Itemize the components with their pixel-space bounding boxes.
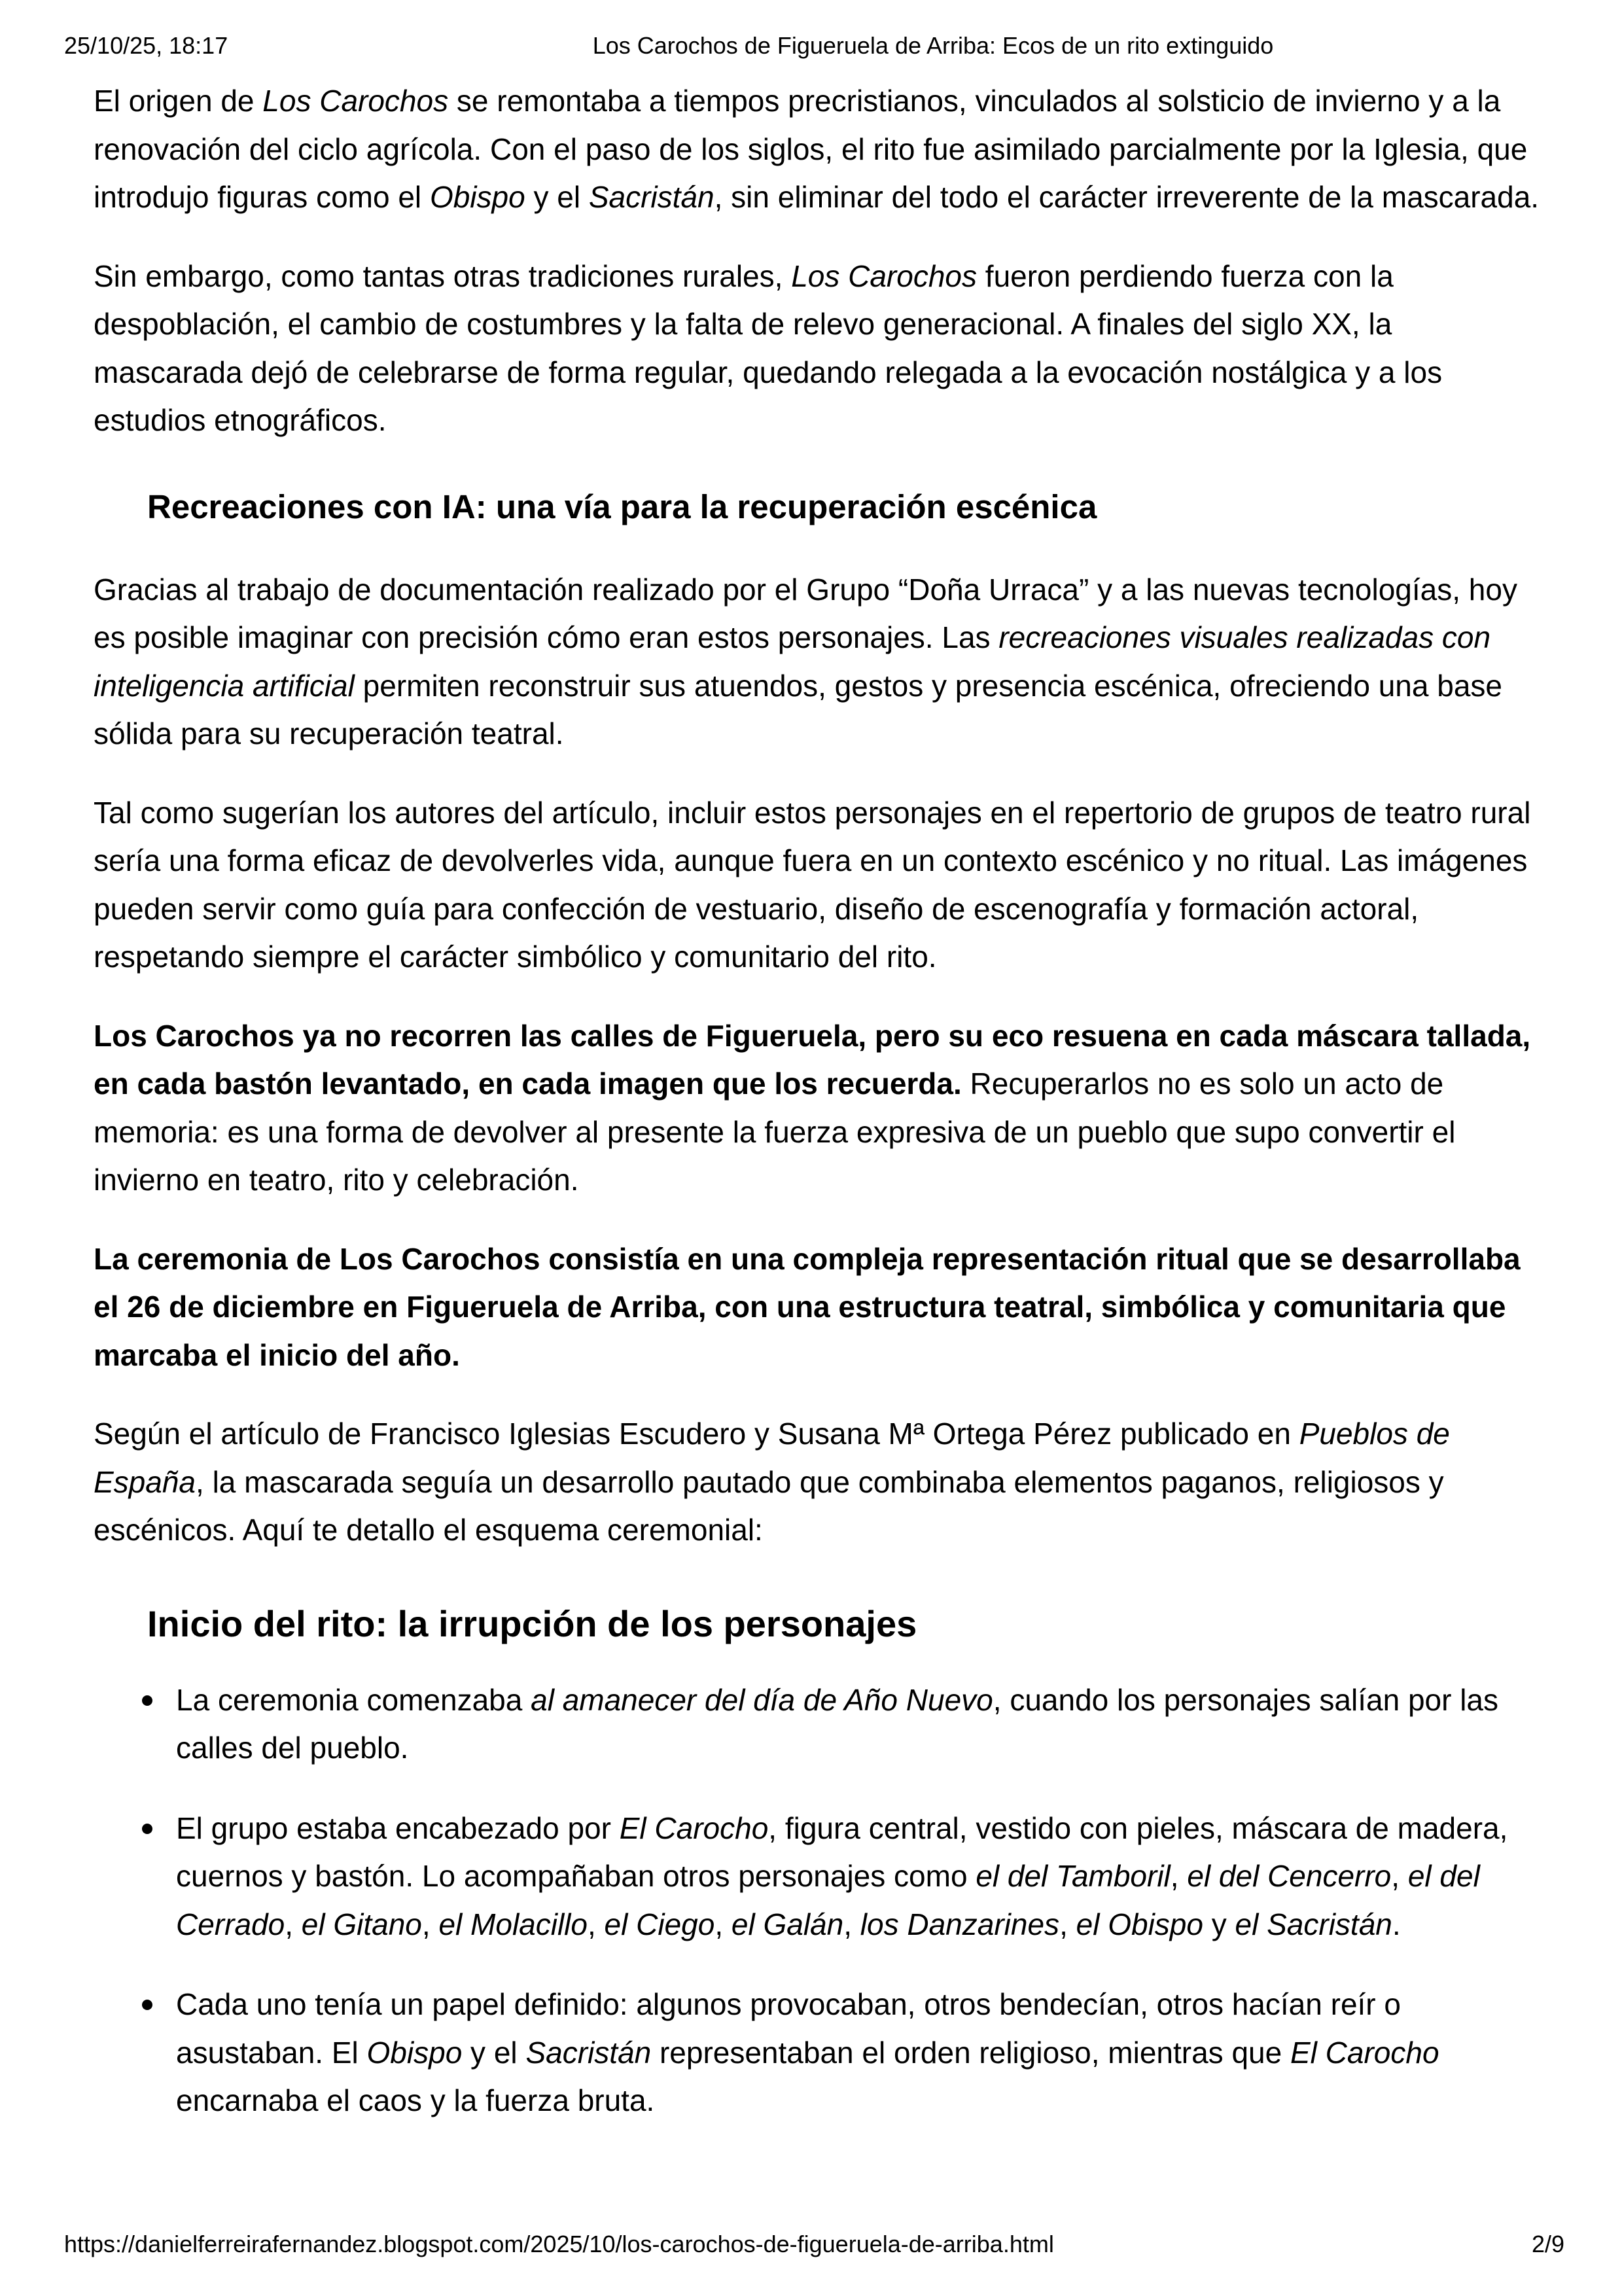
- text-run: y el: [462, 2035, 526, 2070]
- bullet-list: [94, 1676, 1540, 2125]
- text-run: Sin embargo, como tantas otras tradiciones rurales,: [94, 258, 792, 293]
- text-run: .: [1392, 1907, 1401, 1941]
- paragraph: [94, 566, 1540, 758]
- italic-text-run: El Carocho: [619, 1810, 769, 1845]
- text-run: ,: [843, 1907, 860, 1941]
- italic-text-run: al amanecer del día de Año Nuevo: [531, 1682, 993, 1717]
- list-item: [176, 1676, 1540, 1773]
- text-run: , cuando los personajes salían por las calles del pueblo.: [176, 1682, 1499, 1765]
- text-run: El grupo estaba encabezado por: [176, 1810, 620, 1845]
- italic-text-run: el del Cencerro: [1187, 1859, 1392, 1893]
- text-run: Cada uno tenía un papel definido: algunos provocaban, otros bendecían, otros hacían reír o asustaban. El: [176, 1987, 1401, 2070]
- bold-text-run: Los Carochos ya no recorren las calles de Figueruela, pero su eco resuena en cada máscara tallada, en cada bastón levantado, en cada imagen que los recuerda.: [94, 1018, 1531, 1101]
- text-run: Según el artículo de Francisco Iglesias Escudero y Susana Mª Ortega Pérez publicado en: [94, 1417, 1299, 1451]
- text-run: Gracias al trabajo de documentación realizado por el Grupo “Doña Urraca” y a las nuevas tecnologías, hoy es posible imaginar con precisión cómo eran estos personajes. Las: [94, 572, 1517, 654]
- italic-text-run: Obispo: [366, 2035, 463, 2070]
- italic-text-run: Pueblos de España: [94, 1417, 1450, 1499]
- print-header-title: Los Carochos de Figueruela de Arriba: Ecos de un rito extinguido: [592, 32, 1274, 59]
- paragraph: [94, 77, 1540, 222]
- paragraph: [94, 1235, 1540, 1380]
- italic-text-run: el Galán: [731, 1907, 844, 1941]
- section-heading: [94, 1603, 1540, 1645]
- italic-text-run: el del Cerrado: [176, 1859, 1480, 1941]
- italic-text-run: Sacristán: [525, 2035, 652, 2070]
- italic-text-run: el Gitano: [301, 1907, 422, 1941]
- text-run: ,: [714, 1907, 732, 1941]
- italic-text-run: El Carocho: [1290, 2035, 1439, 2070]
- text-run: representaban el orden religioso, mientras que: [651, 2035, 1290, 2070]
- text-run: ,: [1170, 1859, 1188, 1893]
- print-footer-page-number: 2/9: [1531, 2231, 1564, 2257]
- text-run: permiten reconstruir sus atuendos, gestos y presencia escénica, ofreciendo una base sólida para su recuperación teatral.: [94, 668, 1502, 751]
- paragraph: [94, 253, 1540, 445]
- text-run: , la mascarada seguía un desarrollo pautado que combinaba elementos paganos, religiosos y escénicos. Aquí te detallo el esquema ceremonial:: [94, 1464, 1444, 1547]
- italic-text-run: Los Carochos: [262, 84, 449, 118]
- italic-text-run: Obispo: [429, 180, 525, 214]
- text-run: y: [1203, 1907, 1235, 1941]
- text-run: Inicio del rito: la irrupción de los personajes: [147, 1602, 917, 1644]
- text-run: Recuperarlos no es solo un acto de memoria: es una forma de devolver al presente la fuerza expresiva de un pueblo que supo convertir el invierno en teatro, rito y celebración.: [94, 1067, 1456, 1197]
- list-item: [176, 1805, 1540, 1949]
- italic-text-run: el Obispo: [1076, 1907, 1203, 1941]
- italic-text-run: Los Carochos: [791, 258, 978, 293]
- article-content: [94, 0, 1540, 2157]
- italic-text-run: recreaciones visuales realizadas con inteligencia artificial: [94, 620, 1491, 703]
- text-run: La ceremonia comenzaba: [176, 1682, 531, 1717]
- paragraph: [94, 1012, 1540, 1205]
- print-footer-url: https://danielferreirafernandez.blogspot.com/2025/10/los-carochos-de-figueruela-de-arriba.html: [64, 2231, 1054, 2257]
- italic-text-run: el del Tamboril: [976, 1859, 1171, 1893]
- paragraph: [94, 789, 1540, 981]
- italic-text-run: el Ciego: [604, 1907, 715, 1941]
- section-heading: [94, 487, 1540, 527]
- text-run: y el: [525, 180, 589, 214]
- print-header-datetime: 25/10/25, 18:17: [64, 32, 228, 59]
- text-run: , sin eliminar del todo el carácter irreverente de la mascarada.: [714, 180, 1540, 214]
- text-run: fueron perdiendo fuerza con la despoblación, el cambio de costumbres y la falta de relevo generacional. A finales del siglo XX, la mascarada dejó de celebrarse de forma regular, quedando relegada a la evocación nostálgica y a los estudios etnográficos.: [94, 258, 1443, 437]
- italic-text-run: Sacristán: [588, 180, 714, 214]
- text-run: Tal como sugerían los autores del artículo, incluir estos personajes en el repertorio de grupos de teatro rural sería una forma eficaz de devolverles vida, aunque fuera en un contexto escénico y no ritual. Las imágenes pueden servir como guía para confección de vestuario, diseño de escenografía y formación actoral, respetando siempre el carácter simbólico y comunitario del rito.: [94, 795, 1531, 974]
- text-run: ,: [1059, 1907, 1076, 1941]
- paragraph: [94, 1410, 1540, 1555]
- text-run: ,: [587, 1907, 605, 1941]
- text-run: ,: [285, 1907, 302, 1941]
- text-run: ,: [1391, 1859, 1408, 1893]
- bold-text-run: La ceremonia de Los Carochos consistía en una compleja representación ritual que se desarrollaba el 26 de diciembre en Figueruela de Arriba, con una estructura teatral, simbólica y comunitaria que marcaba el inicio del año.: [94, 1241, 1521, 1372]
- text-run: encarnaba el caos y la fuerza bruta.: [176, 2083, 655, 2117]
- italic-text-run: el Molacillo: [438, 1907, 588, 1941]
- text-run: El origen de: [94, 84, 263, 118]
- text-run: , figura central, vestido con pieles, máscara de madera, cuernos y bastón. Lo acompañaban otros personajes como: [176, 1810, 1508, 1893]
- list-item: [176, 1981, 1540, 2125]
- text-run: se remontaba a tiempos precristianos, vinculados al solsticio de invierno y a la renovación del ciclo agrícola. Con el paso de los siglos, el rito fue asimilado parcialmente por la Iglesia, que introdujo figuras como el: [94, 84, 1528, 214]
- italic-text-run: el Sacristán: [1235, 1907, 1392, 1941]
- text-run: Recreaciones con IA: una vía para la recuperación escénica: [147, 487, 1097, 525]
- italic-text-run: los Danzarines: [860, 1907, 1060, 1941]
- text-run: ,: [421, 1907, 439, 1941]
